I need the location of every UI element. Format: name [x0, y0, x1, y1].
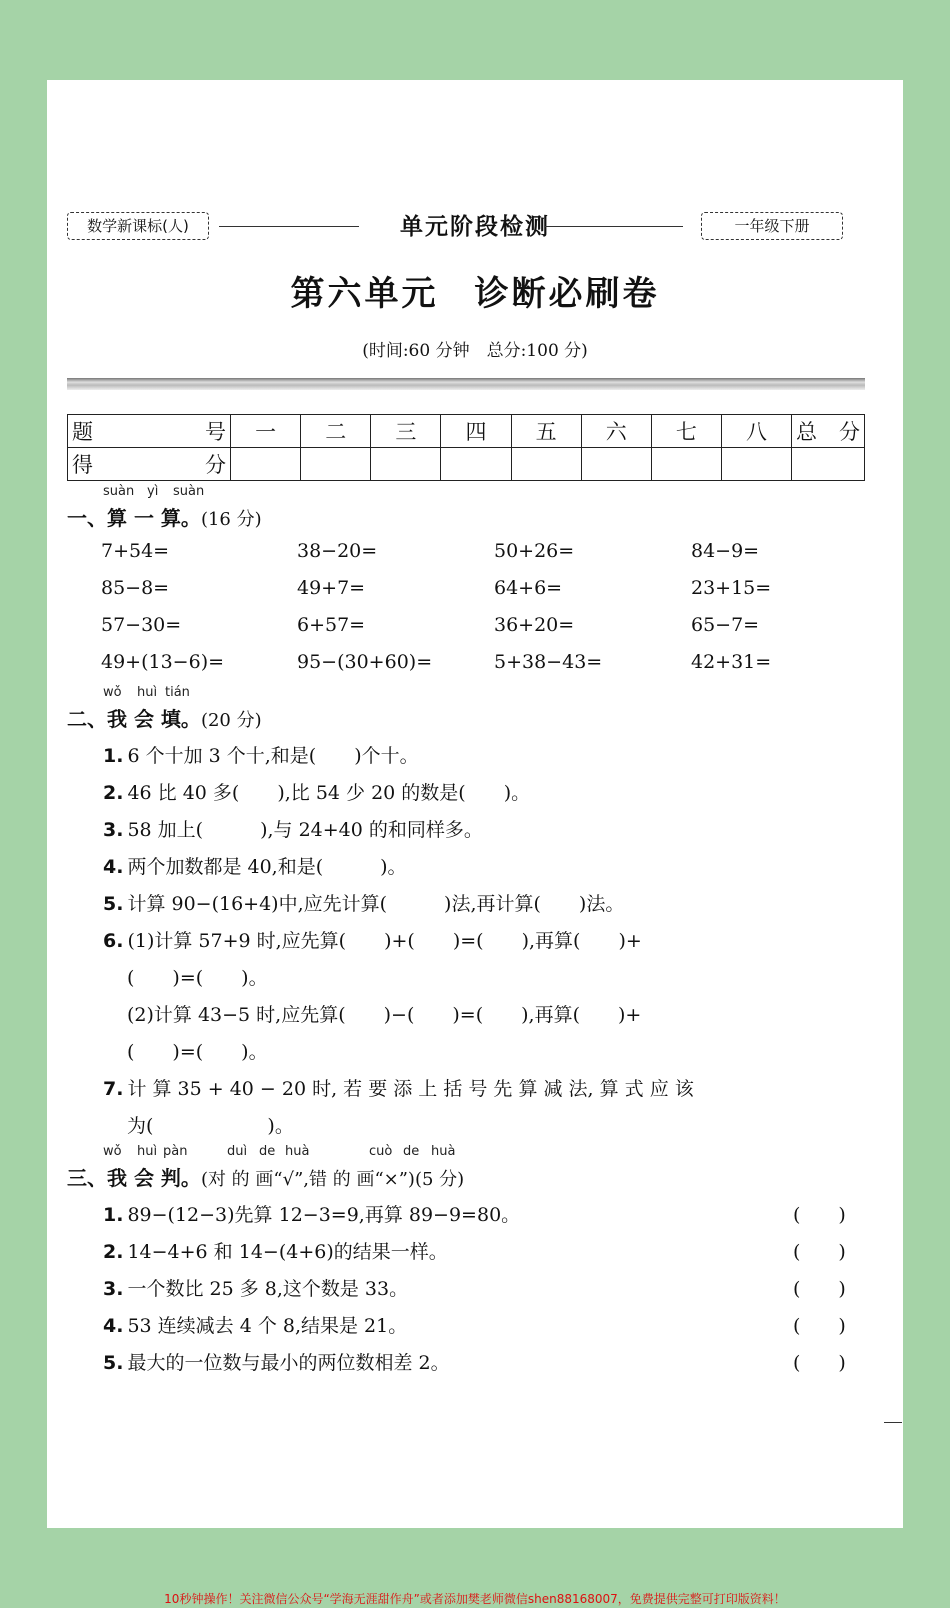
- score-table-row-score: [68, 448, 865, 481]
- cell: 六: [581, 415, 651, 448]
- score-cell[interactable]: [441, 448, 511, 481]
- section-1-heading: 一、算 一 算。(16 分): [67, 506, 262, 530]
- score-cell[interactable]: [511, 448, 581, 481]
- pinyin: suàn: [173, 484, 205, 499]
- score-cell[interactable]: [301, 448, 371, 481]
- worksheet-page: [47, 80, 903, 1528]
- judge-item: 4. 53 连续减去 4 个 8,结果是 21。: [103, 1315, 408, 1337]
- question-2-6: 6. (1)计算 57+9 时,应先算( )+( )=( ),再算( )+: [103, 930, 642, 952]
- cell: 三: [371, 415, 441, 448]
- time-info: (时间:60 分钟 总分:100 分): [362, 341, 588, 361]
- calc-item: 84−9=: [691, 540, 760, 562]
- question-2-2: 2. 46 比 40 多( ),比 54 少 20 的数是( )。: [103, 782, 531, 804]
- section-2-heading: 二、我 会 填。(20 分): [67, 707, 262, 731]
- header-rule-right: [545, 226, 683, 227]
- pinyin: de: [259, 1144, 276, 1159]
- calc-item: 49+(13−6)=: [101, 651, 225, 673]
- question-2-7-cont: 为( )。: [127, 1115, 294, 1137]
- judge-item: 2. 14−4+6 和 14−(4+6)的结果一样。: [103, 1241, 448, 1263]
- footer-notice: 10秒钟操作！关注微信公众号“学海无涯甜作舟”或者添加樊老师微信shen88168007，免费提供完整可打印版资料！: [164, 1592, 786, 1606]
- answer-blank[interactable]: ( ): [793, 1352, 846, 1374]
- header-banner: 单元阶段检测: [400, 214, 550, 240]
- answer-blank[interactable]: ( ): [793, 1241, 846, 1263]
- calc-item: 85−8=: [101, 577, 170, 599]
- judge-item: 1. 89−(12−3)先算 12−3=9,再算 89−9=80。: [103, 1204, 521, 1226]
- calc-item: 95−(30+60)=: [297, 651, 433, 673]
- pinyin: huà: [285, 1144, 310, 1159]
- cell: 二: [301, 415, 371, 448]
- cell: 五: [511, 415, 581, 448]
- score-table-row-header: [68, 415, 865, 448]
- subject-tag: 数学新课标(人): [67, 212, 209, 240]
- pinyin: suàn: [103, 484, 135, 499]
- title-unit: 第六单元: [290, 274, 439, 314]
- question-2-4: 4. 两个加数都是 40,和是( )。: [103, 856, 407, 878]
- judge-item: 3. 一个数比 25 多 8,这个数是 33。: [103, 1278, 409, 1300]
- question-2-5: 5. 计算 90−(16+4)中,应先计算( )法,再计算( )法。: [103, 893, 625, 915]
- pinyin: wǒ: [103, 685, 122, 700]
- pinyin: yì: [147, 484, 159, 499]
- pinyin: pàn: [163, 1144, 188, 1159]
- pinyin: duì: [227, 1144, 248, 1159]
- page-title: [47, 266, 903, 315]
- pinyin: de: [403, 1144, 420, 1159]
- question-2-3: 3. 58 加上( ),与 24+40 的和同样多。: [103, 819, 483, 841]
- judge-item: 5. 最大的一位数与最小的两位数相差 2。: [103, 1352, 450, 1374]
- answer-blank[interactable]: ( ): [793, 1204, 846, 1226]
- pinyin: tián: [165, 685, 190, 700]
- cell: 题 号: [68, 415, 231, 448]
- calc-item: 42+31=: [691, 651, 772, 673]
- score-table: [67, 414, 865, 481]
- cell: 得 分: [68, 448, 231, 481]
- score-cell[interactable]: [721, 448, 791, 481]
- pinyin: huà: [431, 1144, 456, 1159]
- calc-item: 50+26=: [494, 540, 575, 562]
- question-2-6-part2-cont: ( )=( )。: [127, 1041, 268, 1063]
- cell: 七: [651, 415, 721, 448]
- edge-mark: [884, 1422, 902, 1423]
- score-cell[interactable]: [371, 448, 441, 481]
- calc-item: 23+15=: [691, 577, 772, 599]
- title-name: 诊断必刷卷: [474, 274, 660, 314]
- calc-item: 49+7=: [297, 577, 366, 599]
- pinyin: huì: [137, 1144, 158, 1159]
- answer-blank[interactable]: ( ): [793, 1315, 846, 1337]
- calc-item: 57−30=: [101, 614, 182, 636]
- calc-item: 7+54=: [101, 540, 170, 562]
- score-cell[interactable]: [581, 448, 651, 481]
- question-2-1: 1. 6 个十加 3 个十,和是( )个十。: [103, 745, 419, 767]
- answer-blank[interactable]: ( ): [793, 1278, 846, 1300]
- divider-bar: [67, 378, 865, 390]
- score-cell[interactable]: [651, 448, 721, 481]
- cell: 一: [231, 415, 301, 448]
- question-2-7: 7. 计 算 35 + 40 − 20 时, 若 要 添 上 括 号 先 算 减 法, 算 式 应 该: [103, 1078, 694, 1100]
- section-3-heading: 三、我 会 判。(对 的 画“√”,错 的 画“×”)(5 分): [67, 1166, 465, 1190]
- calc-item: 65−7=: [691, 614, 760, 636]
- calc-item: 5+38−43=: [494, 651, 603, 673]
- cell: 四: [441, 415, 511, 448]
- calc-item: 36+20=: [494, 614, 575, 636]
- cell: 八: [721, 415, 791, 448]
- pinyin: wǒ: [103, 1144, 122, 1159]
- score-cell[interactable]: [231, 448, 301, 481]
- pinyin: cuò: [369, 1144, 393, 1159]
- cell: 总 分: [792, 415, 865, 448]
- calc-item: 64+6=: [494, 577, 563, 599]
- score-cell[interactable]: [792, 448, 865, 481]
- grade-tag: 一年级下册: [701, 212, 843, 240]
- calc-item: 38−20=: [297, 540, 378, 562]
- question-2-6-cont: ( )=( )。: [127, 967, 268, 989]
- calc-item: 6+57=: [297, 614, 366, 636]
- pinyin: huì: [137, 685, 158, 700]
- question-2-6-part2: (2)计算 43−5 时,应先算( )−( )=( ),再算( )+: [127, 1004, 642, 1026]
